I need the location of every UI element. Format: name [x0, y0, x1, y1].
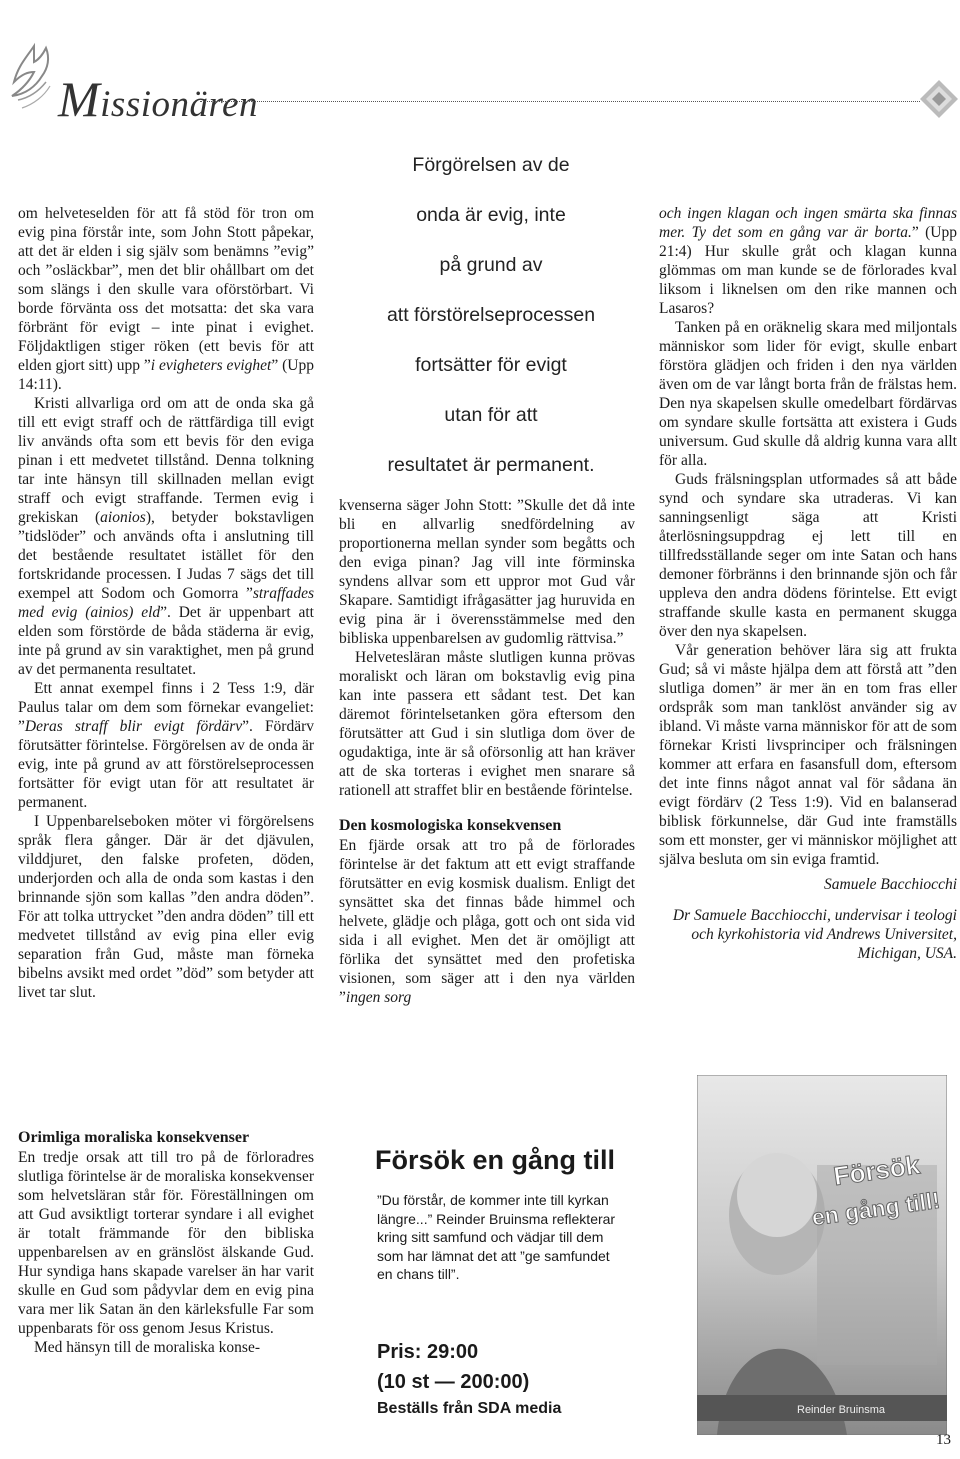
article-column-right	[659, 204, 957, 963]
pull-quote	[326, 140, 656, 490]
cover-author: Reinder Bruinsma	[797, 1404, 886, 1416]
paragraph: Tanken på en oräknelig skara med miljontals människor som lider för evigt, skulle enbart förstöra glädjen och friden i den nya världen även om de var långt borta från de frälstas hem. Den nya skapelsen skulle omedelbart fördärvas om syndare skulle fortsätta att existera i Guds universum. Gud skulle då aldrig kunna vara allt för alla.	[659, 319, 957, 469]
paragraph: En tredje orsak att till tro på de förloradres slutliga förintelse är de moraliska konsekvenser som helvetsläran står för. Föreställningen om att Gud avsiktligt torterar syndare i all evighet är totalt främmande för den bibliska uppenbarelsen av en gränslöst älskande Gud. Hur syndiga hans skapade varelser än har varit skulle en Gud som pådyvlar dem en evig pina vara mer lik Satan än den kärleksfulle Far som uppenbarats för oss genom Jesus Kristus.	[18, 1149, 314, 1337]
pull-quote-line: fortsätter för evigt	[415, 354, 567, 376]
bulk-price: (10 st — 200:00)	[377, 1371, 530, 1393]
paragraph: och ingen klagan och ingen smärta ska finnas mer. Ty det som en gång var är borta.” (Upp 21:4) Hur skulle gråt och klagan kunna glömmas om man kunde se de förlorades kval liksom i liknelsen om den rike mannen och Lasaros?	[659, 205, 957, 317]
ad-description: ”Du förstår, de kommer inte till kyrkan längre...” Reinder Bruinsma reflekterar kring sitt samfund och vädjar till dem som har lämnat det att ”ge samfundet en chans till”.	[377, 1192, 616, 1282]
pull-quote-line: på grund av	[439, 254, 543, 276]
paragraph: En fjärde orsak att tro på de förlorades förintelse är det faktum att ett evigt straffande förutsätter en evig kosmisk dualism. Enligt det synsättet ska det finnas både himmel och helvete, glädje och plåga, gott och ont sida vid sida i all evighet. Men det är omöjligt att förlika det synsättet med den profetiska visionen, som säger att i den nya världen ”ingen sorg	[339, 837, 635, 1006]
paragraph: Ett annat exempel finns i 2 Tess 1:9, där Paulus talar om dem som förnekar evangeliet: ”Deras straff blir evigt fördärv”. Fördärv förutsätter förintelse. Förgörelsen av de onda är evig, inte på grund av att förstörelseprocessen fortsätter för evigt utan för att resultatet är permanent.	[18, 680, 315, 811]
paragraph: om helveteselden för att få stöd för tron om evig pina förstår inte, som John Stott påpekar, att det är elden i sig själv som benämns ”evig” och ”osläckbar”, men det blir ohållbart om det som slängs i den skulle vara oförstörbart. Vi borde förvänta oss det motsatta: det ska vara förbränt för evigt – inte pinat i evighet. Följdaktligen stiger röken (ett bevis för att elden gjort sitt) upp ”i evigheters evighet” (Upp 14:11).	[18, 205, 314, 393]
paragraph: Vår generation behöver lära sig att frukta Gud; så vi måste hjälpa dem att förstå att ”den slutliga domen” är mer än en tom fras eller ordspråk som man tanklöst använder sig av ibland. Vi måste varna människor för att de som förnekar Kristi livsprinciper och frälsningen kommer att erfara en fasansfull dom, eftersom det inte finns något annat val för sådana än evigt fördärv (2 Tess 1:9). Vid en balanserad biblisk förkunnelse, där Gud inte framställs som ett monster, ger vi människor möjlighet att själva besluta om sin eviga framtid.	[659, 642, 957, 868]
paragraph: Guds frälsningsplan utformades så att både synd och syndare ska utraderas. Vi kan sanningsenligt säga att Kristi återlösningsuppdrag ej lett till en tillfredsställande seger om inte Satan och hans demoner förbränns i den brinnande sjön och får uppleva den andra dödens förintelse. Ett evigt straffande skulle kasta en permanent skugga över den nya skapelsen.	[659, 471, 957, 640]
pull-quote-line: utan för att	[444, 404, 538, 426]
paragraph: Helvetesläran måste slutligen kunna prövas moraliskt och läran om bokstavlig evig pina kan inte passera ett sådant test. Det kan däremot förintelsetanken göra eftersom den förutsätter att Gud i sin slutliga dom över de ogudaktiga, inte är så oförsonlig att han kräver att de ska torteras i evighet men snarare så rationell att straffet blir en bestående förintelse.	[339, 649, 635, 799]
diamond-icon	[918, 78, 960, 120]
price: Pris: 29:00	[377, 1341, 479, 1363]
ad-order-info: Beställs från SDA media	[377, 1400, 562, 1417]
page-number: 13	[936, 1432, 951, 1448]
ad-title: Försök en gång till	[375, 1145, 616, 1175]
section-heading: Den kosmologiska konsekvensen	[339, 817, 562, 834]
paragraph: kvenserna säger John Stott: ”Skulle det då inte bli en allvarlig snedfördelning av proportionerna mellan synder som begåtts och den eviga pinan? Jag vill inte förminska syndens allvar som ett uppror mot Gud vår Skapare. Samtidigt ifrågasätter jag huruvida en evig pina är i överensstämmelse med den bibliska uppenbarelsen av gudomlig rättvisa.”	[339, 497, 635, 647]
magazine-title: Missionären	[58, 71, 258, 127]
pull-quote-line: resultatet är permanent.	[387, 454, 595, 476]
article-column-middle	[339, 496, 635, 1007]
pull-quote-line: att förstörelseprocessen	[386, 304, 596, 326]
paragraph: Med hänsyn till de moraliska konse-	[34, 1339, 260, 1356]
cover-title: Försök	[831, 1149, 922, 1192]
cover-subtitle: en gång till!	[810, 1186, 942, 1231]
book-advertisement	[361, 1135, 948, 1435]
pull-quote-line: Förgörelsen av de	[412, 154, 570, 176]
pull-quote-line: onda är evig, inte	[416, 204, 566, 226]
header-rule	[200, 101, 920, 102]
paragraph: Kristi allvarliga ord om att de onda ska gå till ett evigt straff och de rättfärdiga till evigt liv används ofta som ett bevis för den eviga pinan i ett medvetet tillstånd. Denna tolkning tar inte hänsyn till skillnaden mellan evigt straff och evigt straffande. Termen evig i grekiskan (aionios), betyder bokstavligen ”tidslöder” och används ofta i anslutning till det bestående resultatet istället för den fortskridande processen. I Judas 7 sägs det till exempel att Sodom och Gomorra ”straffades med evig (ainios) eld”. Det är uppenbart att elden som förstörde de båda städerna är evig, inte på grund av sin varaktighet, men på grund av det permanenta resultatet.	[18, 395, 314, 678]
author-byline: Dr Samuele Bacchiocchi, undervisar i teologi och kyrkohistoria vid Andrews Universitet, Michigan, USA.	[672, 907, 957, 962]
book-cover-image	[697, 1075, 947, 1435]
ad-price	[377, 1337, 529, 1397]
article-column-left-bottom	[18, 1128, 314, 1357]
section-heading: Orimliga moraliska konsekvenser	[18, 1129, 250, 1146]
paragraph: I Uppenbarelseboken möter vi förgörelsens språk flera gånger. Där är det djävulen, vilddjuret, den falske profeten, döden, underjorden och alla de onda som kastas i den brinnande sjön som kallas ”den andra döden”. För att tolka uttrycket ”den andra döden” till ett medvetet tillstånd av evig pina eller evig separation från Gud, måste man förneka bibelns avsikt med ordet ”död” som betyder att livet tar slut.	[18, 813, 314, 1001]
article-column-left	[18, 204, 314, 1002]
author-signature: Samuele Bacchiocchi	[824, 876, 957, 893]
dove-logo-icon	[4, 38, 64, 118]
